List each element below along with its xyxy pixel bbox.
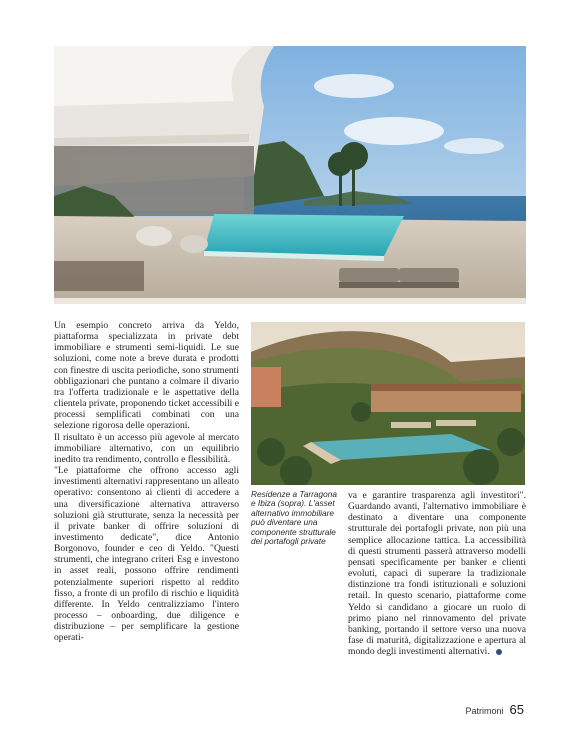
article-column-left	[54, 320, 239, 644]
paragraph: "Le piattaforme che offrono accesso agli investimenti alternativi rappresentano un alleato operativo: consentono ai clienti di accedere a una diversificazione alternativa attraverso soluzioni già strutturate, senza la necessità per il private banker di offrire soluzioni di investimento dedicate", dice Antonio Borgonovo, founder e ceo di Yeldo. "Questi strumenti, che integrano criteri Esg e investono in asset reali, possono offrire rendimenti potenzialmente superiori rispetto al reddito fisso, a fronte di un profilo di rischio e liquidità differente. In Yeldo centralizziamo l'intero processo – onboarding, due diligence e distribuzione – per semplificare la gestione operati-	[54, 465, 239, 644]
page-footer	[466, 702, 524, 717]
photo-caption: Residenze a Tarragona e Ibiza (sopra). L'asset alternativo immobiliare può diventare una componente strutturale dei portafogli private	[251, 489, 337, 547]
section-name: Patrimoni	[465, 706, 504, 716]
paragraph-text: va e garantire trasparenza agli investitori". Guardando avanti, l'alternativo immobiliare è destinato a diventare una componente strutturale dei portafogli private, non più una semplice allocazione tattica. La accessibilità di questi strumenti passerà attraverso modelli pensati specificamente per banker e clienti evoluti, capaci di superare la tradizionale distinzione tra fondi istituzionali e soluzioni retail. In questo scenario, piattaforme come Yeldo si candidano a giocare un ruolo di primo piano nel rinnovamento del private banking, portando il settore verso una nuova fase di maturità, digitalizzazione e apertura al mondo degli investimenti alternativi.	[348, 490, 526, 658]
resort-photo	[251, 322, 525, 485]
villa-photo	[54, 46, 526, 304]
page-number: 65	[509, 702, 524, 717]
article-column-right	[348, 490, 526, 657]
end-mark-icon	[496, 649, 502, 655]
paragraph: Un esempio concreto arriva da Yeldo, piattaforma specializzata in private debt immobiliare e strumenti semi-liquidi. Le sue soluzioni, come note a breve durata e prodotti con finestre di uscita periodiche, sono strumenti obbligazionari che puntano a colmare il divario tra l'offerta tradizionale e le aspettative della clientela private, proponendo ticket accessibili e processi semplificati combinati con una selezione rigorosa delle operazioni.	[54, 320, 239, 432]
paragraph	[348, 490, 526, 657]
paragraph: Il risultato è un accesso più agevole al mercato immobiliare alternativo, con un equilibrio inedito tra rendimento, controllo e flessibilità.	[54, 431, 239, 465]
